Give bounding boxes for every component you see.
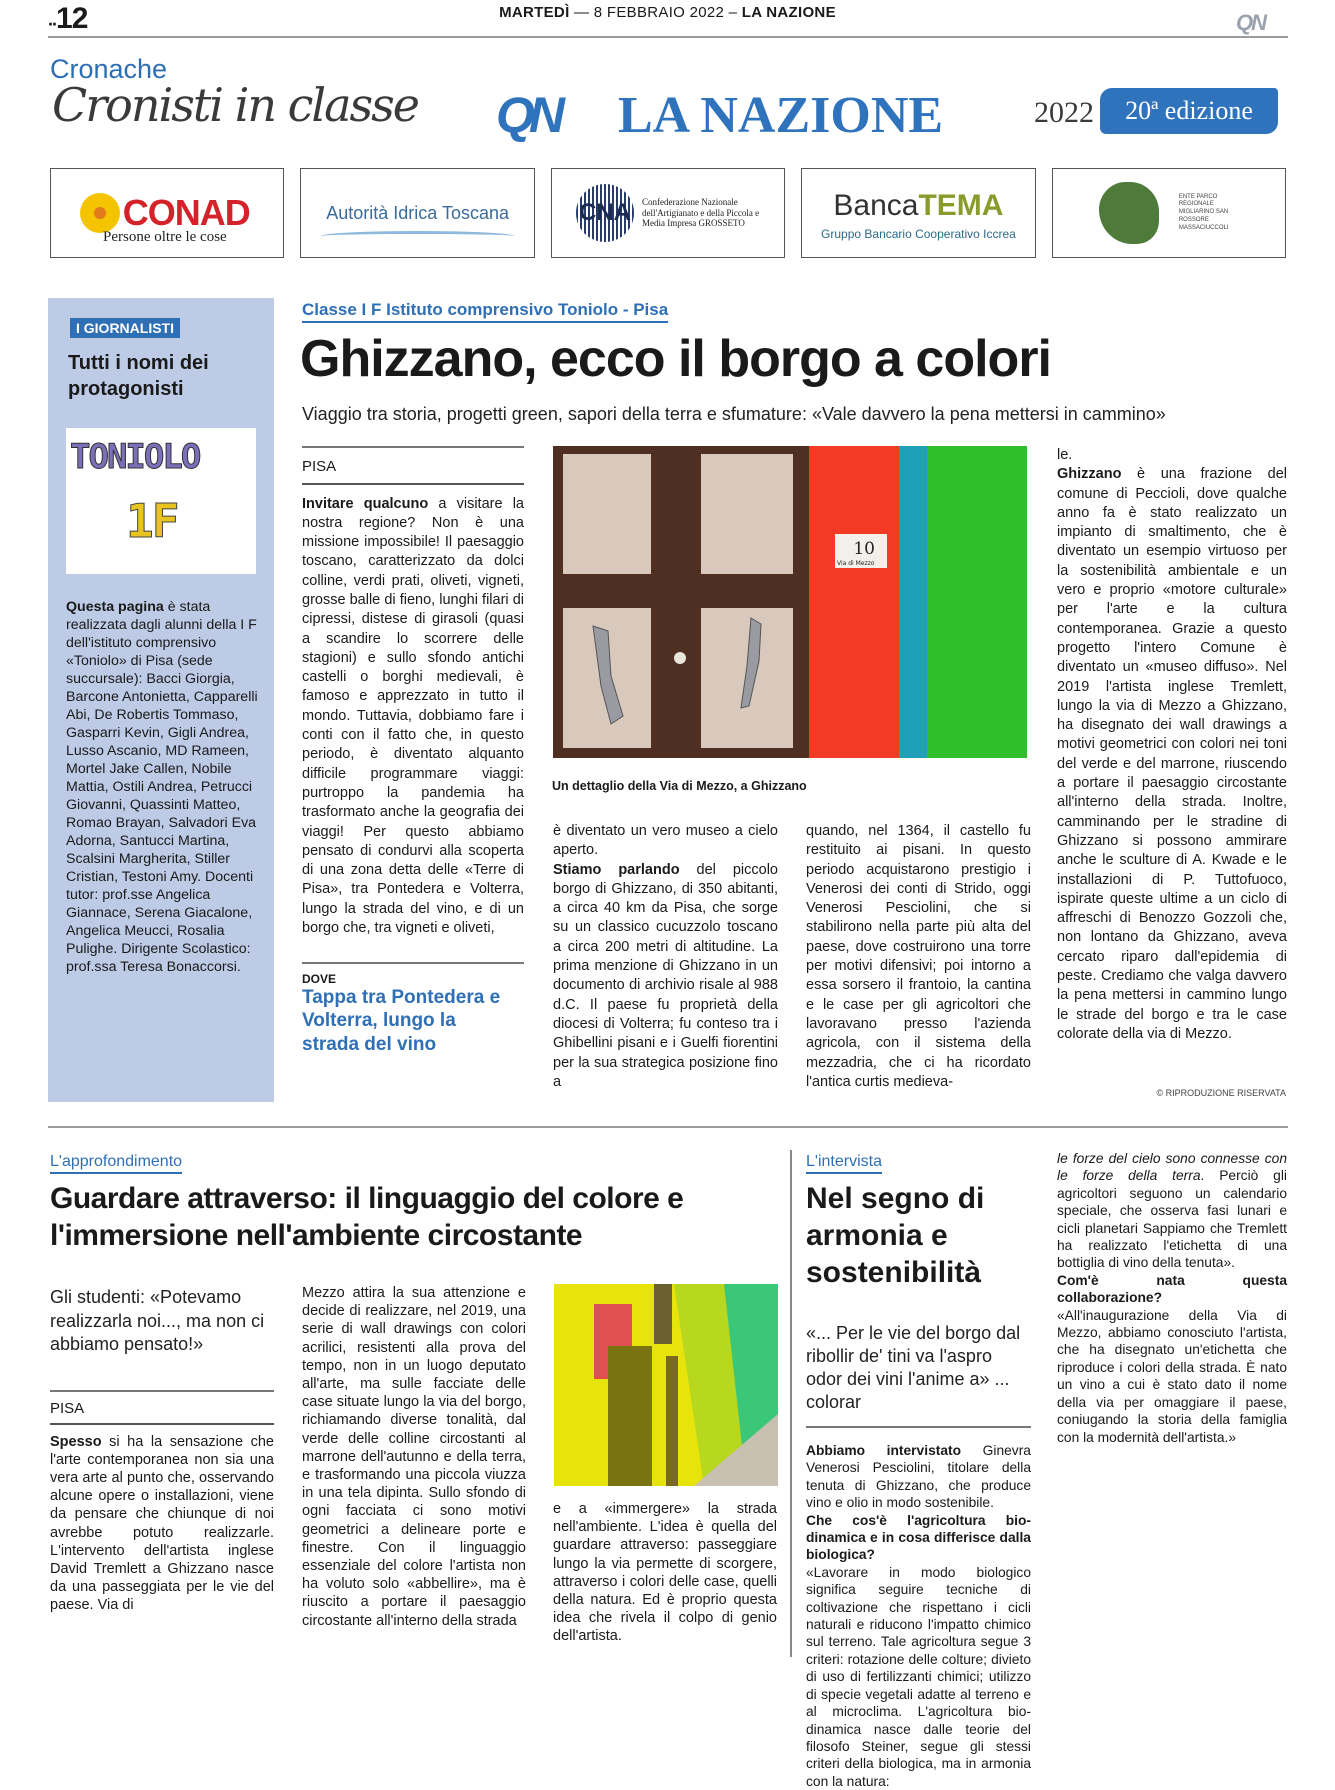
class-drawing	[66, 428, 256, 574]
rule	[50, 1390, 274, 1392]
banca-name-b: TEMA	[918, 189, 1004, 222]
dateline-pisa: PISA	[50, 1399, 85, 1417]
students-quote: Gli studenti: «Potevamo realizzarla noi..., ma non ci abbiamo pensato!»	[50, 1287, 265, 1354]
sponsor-ait[interactable]	[300, 168, 534, 258]
sidebar-title: Tutti i nomi dei protagonisti	[68, 352, 209, 400]
tree-icon	[1099, 182, 1159, 244]
sidebar-label: I GIORNALISTI	[70, 318, 180, 338]
sidebar-body	[66, 598, 262, 976]
column-divider	[790, 1150, 792, 1657]
approfondimento-column-1	[50, 1390, 274, 1615]
date: — 8 FEBBRAIO 2022 –	[574, 4, 738, 21]
article-column-4	[1057, 446, 1287, 1044]
weekday: MARTEDÌ	[499, 4, 570, 21]
cna-mark: CNA	[576, 184, 634, 242]
paper-name: LA NAZIONE	[741, 4, 836, 21]
drawing-line2-wrap	[126, 494, 178, 548]
door-illustration	[553, 446, 1027, 758]
answer-1-italic: le forze del cielo sono connesse con le forze della terra	[1057, 1151, 1287, 1184]
street-sign: Via di Mezzo	[837, 560, 875, 567]
article-kicker: Classe I F Istituto comprensivo Toniolo - Pisa	[302, 300, 668, 323]
article-headline: Ghizzano, ecco il borgo a colori	[300, 330, 1051, 388]
qn-logo-icon: QN	[1236, 10, 1265, 35]
body-text: le.	[1057, 447, 1073, 463]
sponsor-park[interactable]	[1052, 168, 1286, 258]
sidebar-lead: Questa pagina	[66, 599, 164, 615]
drawing-line1: TONIOLO	[70, 437, 200, 477]
house-number: 10	[853, 539, 875, 559]
dateline-pisa: PISA	[302, 457, 337, 475]
page-dots: ..	[48, 9, 57, 30]
lead-bold: Spesso	[50, 1433, 102, 1450]
article-column-2	[553, 822, 778, 1092]
lead-bold: Ghizzano	[1057, 466, 1122, 483]
conad-tagline: Persone oltre le cose	[103, 229, 227, 245]
body-text: del piccolo borgo di Ghizzano, di 350 abitanti, a circa 40 km da Pisa, che sorge su un classico cucuzzolo toscano a circa 200 metri di altitudine. La prima menzione di Ghizzano in un documento di archivio risale al 988 d.C. Il paese fu proprietà della diocesi di Volterra; fu conteso tra i Ghibellini pisani e i Guelfi fiorentini per la sua strategica posizione fino a	[553, 861, 779, 1090]
body-text: si ha la sensazione che l'arte contemporanea non sia una vera arte al punto che, osservando alcune opere o installazioni, viene da pensare che chiunque di noi avrebbe potuto realizzarle. L'intervento dell'artista inglese David Tremlett a Ghizzano nasce da una passeggiata per le vie del paese. Via di	[50, 1433, 274, 1614]
section-label: Cronache	[50, 54, 168, 84]
approfondimento-headline: Guardare attraverso: il linguaggio del colore e l'immersione nell'ambiente circostante	[50, 1182, 684, 1252]
answer-1-part1: «Lavorare in modo biologico significa seguire tecniche di coltivazione che rispettano i cicli naturali e riducono l'impatto chimico sul terreno. Tale agricoltura segue 3 criteri: rotazione delle colture; divieto di uso di fertilizzanti chimici; utilizzo di specie vegetali adatte al terreno e al microclima. L'agricoltura bio-dinamica nasce dalle teorie del filosofo Steiner, segue gli stessi criteri della biologica, ma in armonia con la natura:	[806, 1564, 1031, 1789]
masthead-title: Cronisti in classe	[52, 78, 418, 132]
sponsor-bar	[50, 168, 1286, 258]
question-2: Com'è nata questa collaborazione?	[1057, 1272, 1287, 1306]
rule	[806, 1426, 1031, 1428]
approfondimento-column-3: e a «immergere» la strada nell'ambiente. L'idea è quella del guardare attraverso: passeggiare lungo la via permette di scorgere, attraverso i colori delle case, quelli della natura. Ed è proprio questa idea che rivela il colpo di genio dell'artista.	[553, 1501, 777, 1645]
answer-1-part2: . Perciò gli agricoltori seguono un calendario speciale, che osserva fasi lunari e cicli planetari Sappiamo che Tremlett ha realizzato l'etichetta di una bottiglia di vino della tenuta».	[1057, 1168, 1287, 1271]
page-number-value: 12	[56, 2, 88, 35]
photo-caption: Un dettaglio della Via di Mezzo, a Ghizzano	[552, 779, 807, 793]
page-number	[48, 2, 87, 36]
header-divider	[48, 36, 1288, 38]
sponsor-conad[interactable]	[50, 168, 284, 258]
rule	[302, 483, 524, 485]
park-text: ENTE PARCO REGIONALE MIGLIARINO SAN ROSSORE MASSACIUCCOLI	[1178, 193, 1229, 231]
answer-2: «All'inaugurazione della Via di Mezzo, abbiamo conosciuto l'artista, che ha disegnato un'etichetta che riproduce i colori della strada. È nato un vino a cui è stato dato il nome della via per omaggiare il paese, coniugando la storia della famiglia con la modernità dell'artista.»	[1057, 1307, 1287, 1445]
lead-bold: Abbiamo intervistato	[806, 1443, 962, 1458]
lead-bold: Invitare qualcuno	[302, 495, 429, 512]
copyright-notice: © RIPRODUZIONE RISERVATA	[1156, 1088, 1286, 1098]
column-text	[50, 1433, 274, 1615]
article-column-3: quando, nel 1364, il castello fu restituito ai pisani. In questo periodo acquistarono prestigio i Venerosi dei conti di Strido, oggi Venerosi Pesciolini, che si stabilirono nella parte più alta del paese, dove costruirono una torre per motivi difensivi; poi intorno a essa sorsero il frantoio, la cantina e le case per gli agricoltori che lavoravano presso l'azienda agricola, con il sistema della mezzadria, che ci ha ricordato l'antica curtis medieva-	[806, 823, 1031, 1090]
drawing-line2: 1F	[126, 494, 178, 548]
banca-name	[833, 191, 1003, 221]
body-text: Ginevra Venerosi Pesciolini, titolare della tenuta di Ghizzano, che produce vino e olio in modo sostenibile.	[806, 1443, 1031, 1511]
sponsor-bancatema[interactable]	[801, 168, 1035, 258]
column-text	[302, 495, 524, 939]
conad-name: CONAD	[122, 192, 250, 233]
rule	[302, 962, 524, 964]
flower-icon	[85, 198, 115, 228]
article-subhead: Viaggio tra storia, progetti green, sapori della terra e sfumature: «Vale davvero la pena mettersi in cammino»	[302, 404, 1166, 424]
la-nazione-logo: LA NAZIONE	[618, 87, 944, 144]
banca-name-a: Banca	[833, 189, 919, 222]
approfondimento-kicker: L'approfondimento	[50, 1153, 182, 1174]
door-drawing-photo	[553, 446, 1027, 758]
body-text: a visitare la nostra regione? Non è una missione impossibile! Il paesaggio toscano, caratterizzato da dolci colline, verdi prati, oliveti, vigneti, grosse balle di fieno, lunghi filari di cipressi, distese di girasoli (quasi a scandire lo scorrere delle stagioni) e sullo sfondo antichi castelli o borghi medievali, è famoso e apprezzato in tutto il mondo. Tuttavia, dobbiamo fare i conti con il fatto che, in questo periodo, è diventato alquanto difficile programmare viaggi: purtroppo la pandemia ha trasformato anche la geografia dei viaggi! Per questo abbiamo pensato di condurvi alla scoperta di una zona detta delle «Terre di Pisa», tra Pontedera e Volterra, lungo la strada del vino, e di un borgo che, tra vigneti e oliveti,	[302, 495, 524, 937]
edition-badge: 20ª edizione	[1100, 88, 1278, 134]
question-1: Che cos'è l'agricoltura bio-dinamica e in cosa differisce dalla biologica?	[806, 1512, 1031, 1563]
qn-logo: QN	[496, 87, 559, 143]
approfondimento-column-2: Mezzo attira la sua attenzione e decide di realizzare, nel 2019, una serie di wall drawings con colori acrilici, resistenti alla prova del tempo, non in un luogo deputato all'arte, ma sulle facciate delle case situate lungo la via del borgo, richiamando diverse tonalità, dal verde delle colline circostanti al marrone dell'autunno e della terra, e trasformando una piccola viuzza in una tela dipinta. Sullo sfondo di ogni facciata ci sono motivi geometrici a delineare porte e finestre. Con il linguaggio essenziale del colore l'artista non ha voluto solo «abbellire», ma è riuscito a portare il paesaggio circostante all'interno della strada	[302, 1285, 526, 1629]
wave-icon	[321, 231, 513, 241]
interview-column-1	[806, 1442, 1031, 1790]
street-illustration	[554, 1284, 778, 1486]
intervista-kicker: L'intervista	[806, 1153, 882, 1174]
journalists-sidebar	[48, 298, 274, 1102]
rule	[302, 446, 524, 448]
box-title: Tappa tra Pontedera e Volterra, lungo la strada del vino	[302, 986, 501, 1055]
article-column-1	[302, 446, 524, 1056]
poem-quote: «... Per le vie del borgo dal ribollir de' tini va l'aspro odor dei vini l'anime a» ... colorar	[806, 1323, 1021, 1412]
drawing-line1-wrap	[70, 437, 200, 477]
masthead-year: 2022	[1034, 96, 1094, 129]
cna-text: Confederazione Nazionale dell'Artigianato e della Piccola e Media Impresa GROSSETO	[642, 196, 760, 229]
sidebar-text: è stata realizzata dagli alunni della I F dell'istituto comprensivo «Toniolo» di Pisa (sede succursale): Bacci Giorgia, Barcone Antonietta, Capparelli Abi, De Robertis Tommaso, Gasparri Kevin, Gigli Andrea, Lusso Ascanio, MD Rameen, Mortel Jake Callen, Nobile Mattia, Ostili Andrea, Petrucci Giovanni, Quassinti Matteo, Romao Brayan, Salvadori Eva Adorna, Santucci Martina, Scalsini Margherita, Stiller Cristian, Testoni Amy. Docenti tutor: prof.sse Angelica Giannace, Serena Giacalone, Angelica Meucci, Rosalia Pulighe. Dirigente Scolastico: prof.ssa Teresa Bonaccorsi.	[66, 599, 258, 975]
ait-name: Autorità Idrica Toscana	[326, 202, 509, 223]
section-divider	[48, 1126, 1288, 1128]
rule	[50, 1423, 274, 1425]
lead-bold: Stiamo parlando	[553, 861, 680, 878]
banca-sub: Gruppo Bancario Cooperativo Iccrea	[821, 227, 1016, 241]
body-text: è una frazione del comune di Peccioli, dove qualche anno fa è stato realizzato un impianto di smaltimento, che è diventato un esempio virtuoso per la sostenibilità ambientale e un vero e proprio «motore culturale» per l'arte e la cultura contemporanea. Grazie a questo progetto l'intero Comune è diventato un «museo diffuso». Nel 2019 l'artista inglese Tremlett, lungo la via di Mezzo a Ghizzano, ha disegnato dei wall drawings a motivi geometrici con colori nei toni del verde e del marrone, riuscendo a portare il paesaggio circostante all'interno della strada. Inoltre, camminando per le stradine di Ghizzano si possono ammirare anche le sculture di A. Kwade e le installazioni di P. Tuttofuoco, ispirate queste ultime a un ciclo di affreschi di Benozzo Gozzoli che, non lontano da Ghizzano, aveva cercato riparo dall'epidemia di peste. Crediamo che valga davvero la pena mettersi in cammino lungo le strade del borgo e tra le case colorate della via di Mezzo.	[1057, 466, 1287, 1042]
intervista-headline: Nel segno di armonia e sostenibilità	[806, 1182, 985, 1289]
dateline	[300, 4, 1035, 21]
box-kicker: DOVE	[302, 971, 337, 986]
interview-column-2	[1057, 1150, 1287, 1446]
sponsor-cna[interactable]	[551, 168, 785, 258]
colored-street-photo	[554, 1284, 778, 1486]
body-text: è diventato un vero museo a cielo aperto.	[553, 823, 778, 859]
